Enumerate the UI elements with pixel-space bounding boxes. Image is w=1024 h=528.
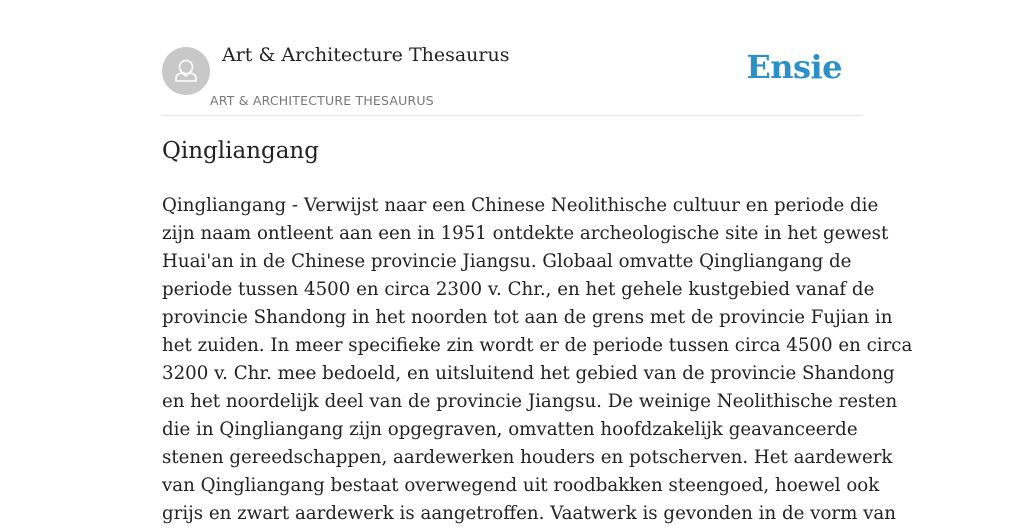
body-line: Huai'an in de Chinese provincie Jiangsu. Globaal omvatte Qingliangang de — [162, 251, 852, 272]
avatar[interactable] — [162, 47, 210, 95]
source-subtitle: ART & ARCHITECTURE THESAURUS — [210, 93, 434, 108]
body-line: provincie Shandong in het noorden tot aan de grens met de provincie Fujian in — [162, 307, 893, 328]
body-line: Qingliangang - Verwijst naar een Chinese Neolithische cultuur en periode die — [162, 195, 879, 216]
body-line: het zuiden. In meer specifieke zin wordt er de periode tussen circa 4500 en circa — [162, 335, 913, 356]
user-icon — [162, 47, 210, 95]
body-line: en het noordelijk deel van de provincie Jiangsu. De weinige Neolithische resten — [162, 391, 898, 412]
body-line: 3200 v. Chr. mee bedoeld, en uitsluitend het gebied van de provincie Shandong — [162, 363, 895, 384]
body-line: grijs en zwart aardewerk is aangetroffen. Vaatwerk is gevonden in de vorm van — [162, 503, 896, 524]
body-line: stenen gereedschappen, aardewerken houders en potscherven. Het aardewerk — [162, 447, 893, 468]
body-line: van Qingliangang bestaat overwegend uit roodbakken steengoed, hoewel ook — [162, 475, 880, 496]
entry-body — [162, 192, 913, 528]
body-line: periode tussen 4500 en circa 2300 v. Chr., en het gehele kustgebied vanaf de — [162, 279, 875, 300]
source-title-link[interactable]: Art & Architecture Thesaurus — [222, 44, 510, 66]
entry-title: Qingliangang — [162, 138, 319, 164]
body-line: die in Qingliangang zijn opgegraven, omvatten hoofdzakelijk geavanceerde — [162, 419, 858, 440]
header-divider — [162, 115, 862, 116]
brand-logo[interactable]: Ensie — [746, 48, 842, 86]
body-line: zijn naam ontleent aan een in 1951 ontdekte archeologische site in het gewest — [162, 223, 889, 244]
